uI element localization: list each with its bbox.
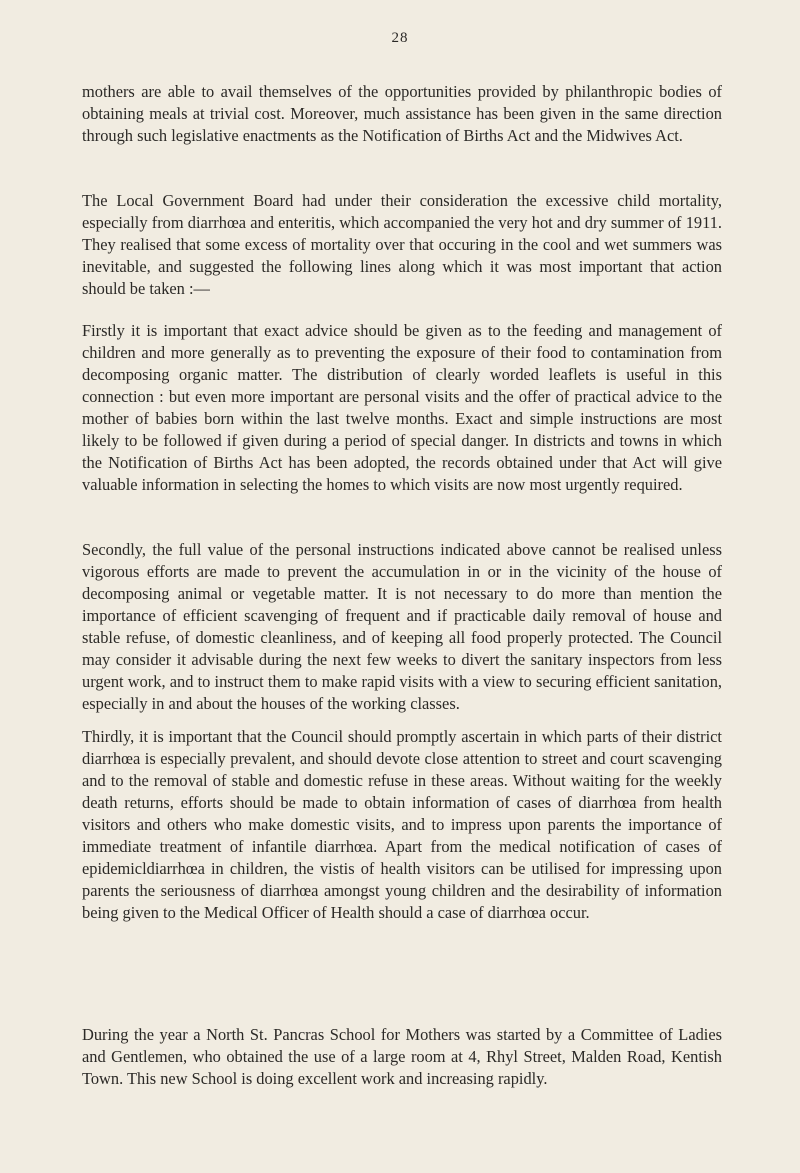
paragraph-school-for-mothers: During the year a North St. Pancras School for Mothers was started by a Committee of Ladies and Gentlemen, who obtained the use of a large room at 4, Rhyl Street, Malden Road, Kentish Town. This new School is doing excellent work and increasing rapidly. — [82, 1025, 722, 1088]
paragraph-continuation: mothers are able to avail themselves of the opportunities provided by philanthropic bodies of obtaining meals at trivial cost. Moreover, much assistance has been given in the same direction through such legislative enactments as the Notification of Births Act and the Midwives Act. — [82, 82, 722, 145]
paragraph-firstly: Firstly it is important that exact advice should be given as to the feeding and management of children and more generally as to preventing the exposure of their food to contamination from decomposing organic matter. The distribution of clearly worded leaflets is useful in this connection : but even more important are personal visits and the offer of practical advice to the mother of babies born within the last twelve months. Exact and simple instructions are most likely to be followed if given during a period of special danger. In districts and towns in which the Notification of Births Act has been adopted, the records obtained under that Act will give valuable information in selecting the homes to which visits are now most urgently required. — [82, 321, 722, 494]
paragraph-local-government-board: The Local Government Board had under their consideration the excessive child mortality, especially from diarrhœa and enteritis, which accompanied the very hot and dry summer of 1911. They realised that some excess of mortality over that occuring in the cool and wet summers was inevitable, and suggested the following lines along which it was most important that action should be taken :— — [82, 191, 722, 298]
page-number: 28 — [391, 30, 409, 46]
paragraph-thirdly: Thirdly, it is important that the Council should promptly ascertain in which parts of their district diarrhœa is especially prevalent, and should devote close attention to street and court scavenging and to the removal of stable and domestic refuse in these areas. Without waiting for the weekly death returns, efforts should be made to obtain information of cases of diarrhœa from health visitors and others who make domestic visits, and to impress upon parents the importance of immediate treatment of infantile diarrhœa. Apart from the medical notification of cases of epidemicldiarrhœa in children, the vistis of health visitors can be utilised for impressing upon parents the seriousness of diarrhœa amongst young children and the desirability of information being given to the Medical Officer of Health should a case of diarrhœa occur. — [82, 727, 722, 922]
paragraph-secondly: Secondly, the full value of the personal instructions indicated above cannot be realised unless vigorous efforts are made to prevent the accumulation in or in the vicinity of the house of decomposing animal or vegetable matter. It is not necessary to do more than mention the importance of efficient scavenging of frequent and if practicable daily removal of house and stable refuse, of domestic cleanliness, and of keeping all food properly protected. The Council may consider it advisable during the next few weeks to divert the sanitary inspectors from less urgent work, and to instruct them to make rapid visits with a view to securing efficient sanitation, especially in and about the houses of the working classes. — [82, 540, 722, 713]
